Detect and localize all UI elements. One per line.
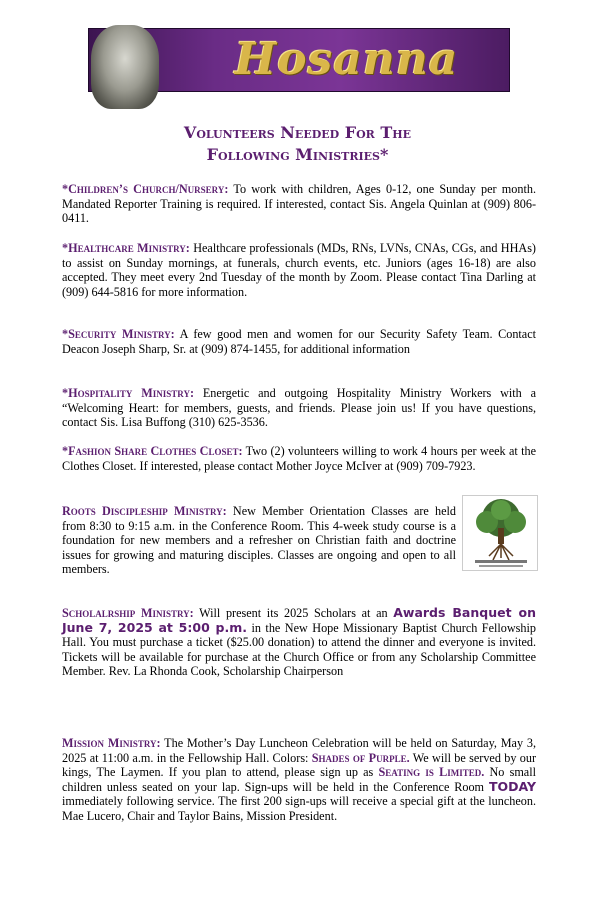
section-text: Will present its 2025 Scholars at an bbox=[193, 606, 394, 620]
awards-banquet-highlight: Awards Banquet on June 7, 2025 at 5:00 p.m. bbox=[62, 605, 537, 635]
tree-roots-logo bbox=[462, 495, 538, 571]
section-label: Mission Ministry: bbox=[62, 736, 161, 750]
section-text: No small children unless seated on your lap. Sign-ups will be held in the Conference Room bbox=[62, 765, 536, 794]
heading-line-2: Following Ministries* bbox=[206, 145, 389, 164]
section-text: immediately following service. The first 200 sign-ups will receive a special gift at the luncheon. Mae Lucero, Chair and Taylor Bains, Mission President. bbox=[62, 794, 536, 823]
section-scholarship bbox=[62, 606, 536, 679]
section-fashion-share bbox=[62, 444, 536, 473]
section-roots-discipleship bbox=[62, 504, 456, 577]
page-heading bbox=[60, 122, 535, 166]
section-text: in the New Hope Missionary Baptist Church Fellowship Hall. You must purchase a ticket ($25.00 donation) to attend the dinner and everyone is invited. Tickets will be available for purchase at the Church Office or from any Scholarship Committee Member. Rev. La Rhonda Cook, Scholarship Chairperson bbox=[62, 620, 536, 679]
section-text: We will be served by our kings, The Laymen. If you plan to attend, please sign up as bbox=[62, 750, 536, 780]
heading-line-1: Volunteers Needed For The bbox=[183, 123, 412, 142]
banner-title: Hosanna bbox=[234, 34, 459, 85]
section-security bbox=[62, 327, 536, 356]
today-highlight: TODAY bbox=[488, 778, 536, 794]
section-text: The Mother’s Day Luncheon Celebration will be held on Saturday, May 3, 2025 at 11:00 a.m. in the Fellowship Hall. Colors: bbox=[62, 736, 536, 765]
hosanna-banner bbox=[88, 28, 510, 92]
section-childrens-church bbox=[62, 182, 536, 226]
section-label: *Healthcare Ministry: bbox=[62, 241, 190, 255]
section-text: New Member Orientation Classes are held from 8:30 to 9:15 a.m. in the Conference Room. This 4-week study course is a foundation for new members and a refresher on Christian faith and doctrine issues for growing and maturing disciples. Classes are ongoing and open to all members. bbox=[62, 504, 456, 577]
seating-limited-highlight: Seating is Limited. bbox=[378, 765, 485, 780]
section-label: *Fashion Share Clothes Closet: bbox=[62, 444, 243, 458]
section-text: Energetic and outgoing Hospitality Ministry Workers with a “Welcoming Heart: for members, guests, and friends. Please join us! If you have questions, contact Sis. Lisa Buffong (310) 625-3536. bbox=[62, 386, 537, 430]
section-label: Scholalrship Ministry: bbox=[62, 606, 194, 620]
section-text: Healthcare professionals (MDs, RNs, LVNs, CNAs, CGs, and HHAs) to assist on Sunday mornings, at funerals, church events, etc. Juniors (ages 16-18) are also accepted. They meet every 2nd Tuesday of the month by Zoom. Please contact Tina Darling at (909) 644-5816 for more information. bbox=[62, 241, 536, 299]
section-healthcare bbox=[62, 241, 536, 299]
colors-highlight: Shades of Purple. bbox=[311, 750, 410, 765]
section-label: Roots Discipleship Ministry: bbox=[62, 504, 227, 518]
section-label: *Security Ministry: bbox=[62, 327, 175, 341]
praying-figure-photo bbox=[91, 25, 159, 109]
section-label: *Hospitality Ministry: bbox=[62, 386, 195, 400]
section-hospitality bbox=[62, 386, 536, 430]
section-text: Two (2) volunteers willing to work 4 hours per week at the Clothes Closet. If interested, please contact Mother Joyce McIver at (909) 709-7923. bbox=[62, 444, 536, 473]
section-text: To work with children, Ages 0-12, one Sunday per month. Mandated Reporter Training is required. If interested, contact Sis. Angela Quinlan at (909) 806-0411. bbox=[62, 182, 536, 226]
section-label: *Children’s Church/Nursery: bbox=[62, 182, 229, 196]
section-mission bbox=[62, 736, 536, 824]
section-text: A few good men and women for our Security Safety Team. Contact Deacon Joseph Sharp, Sr. at (909) 874-1455, for additional information bbox=[62, 327, 537, 356]
